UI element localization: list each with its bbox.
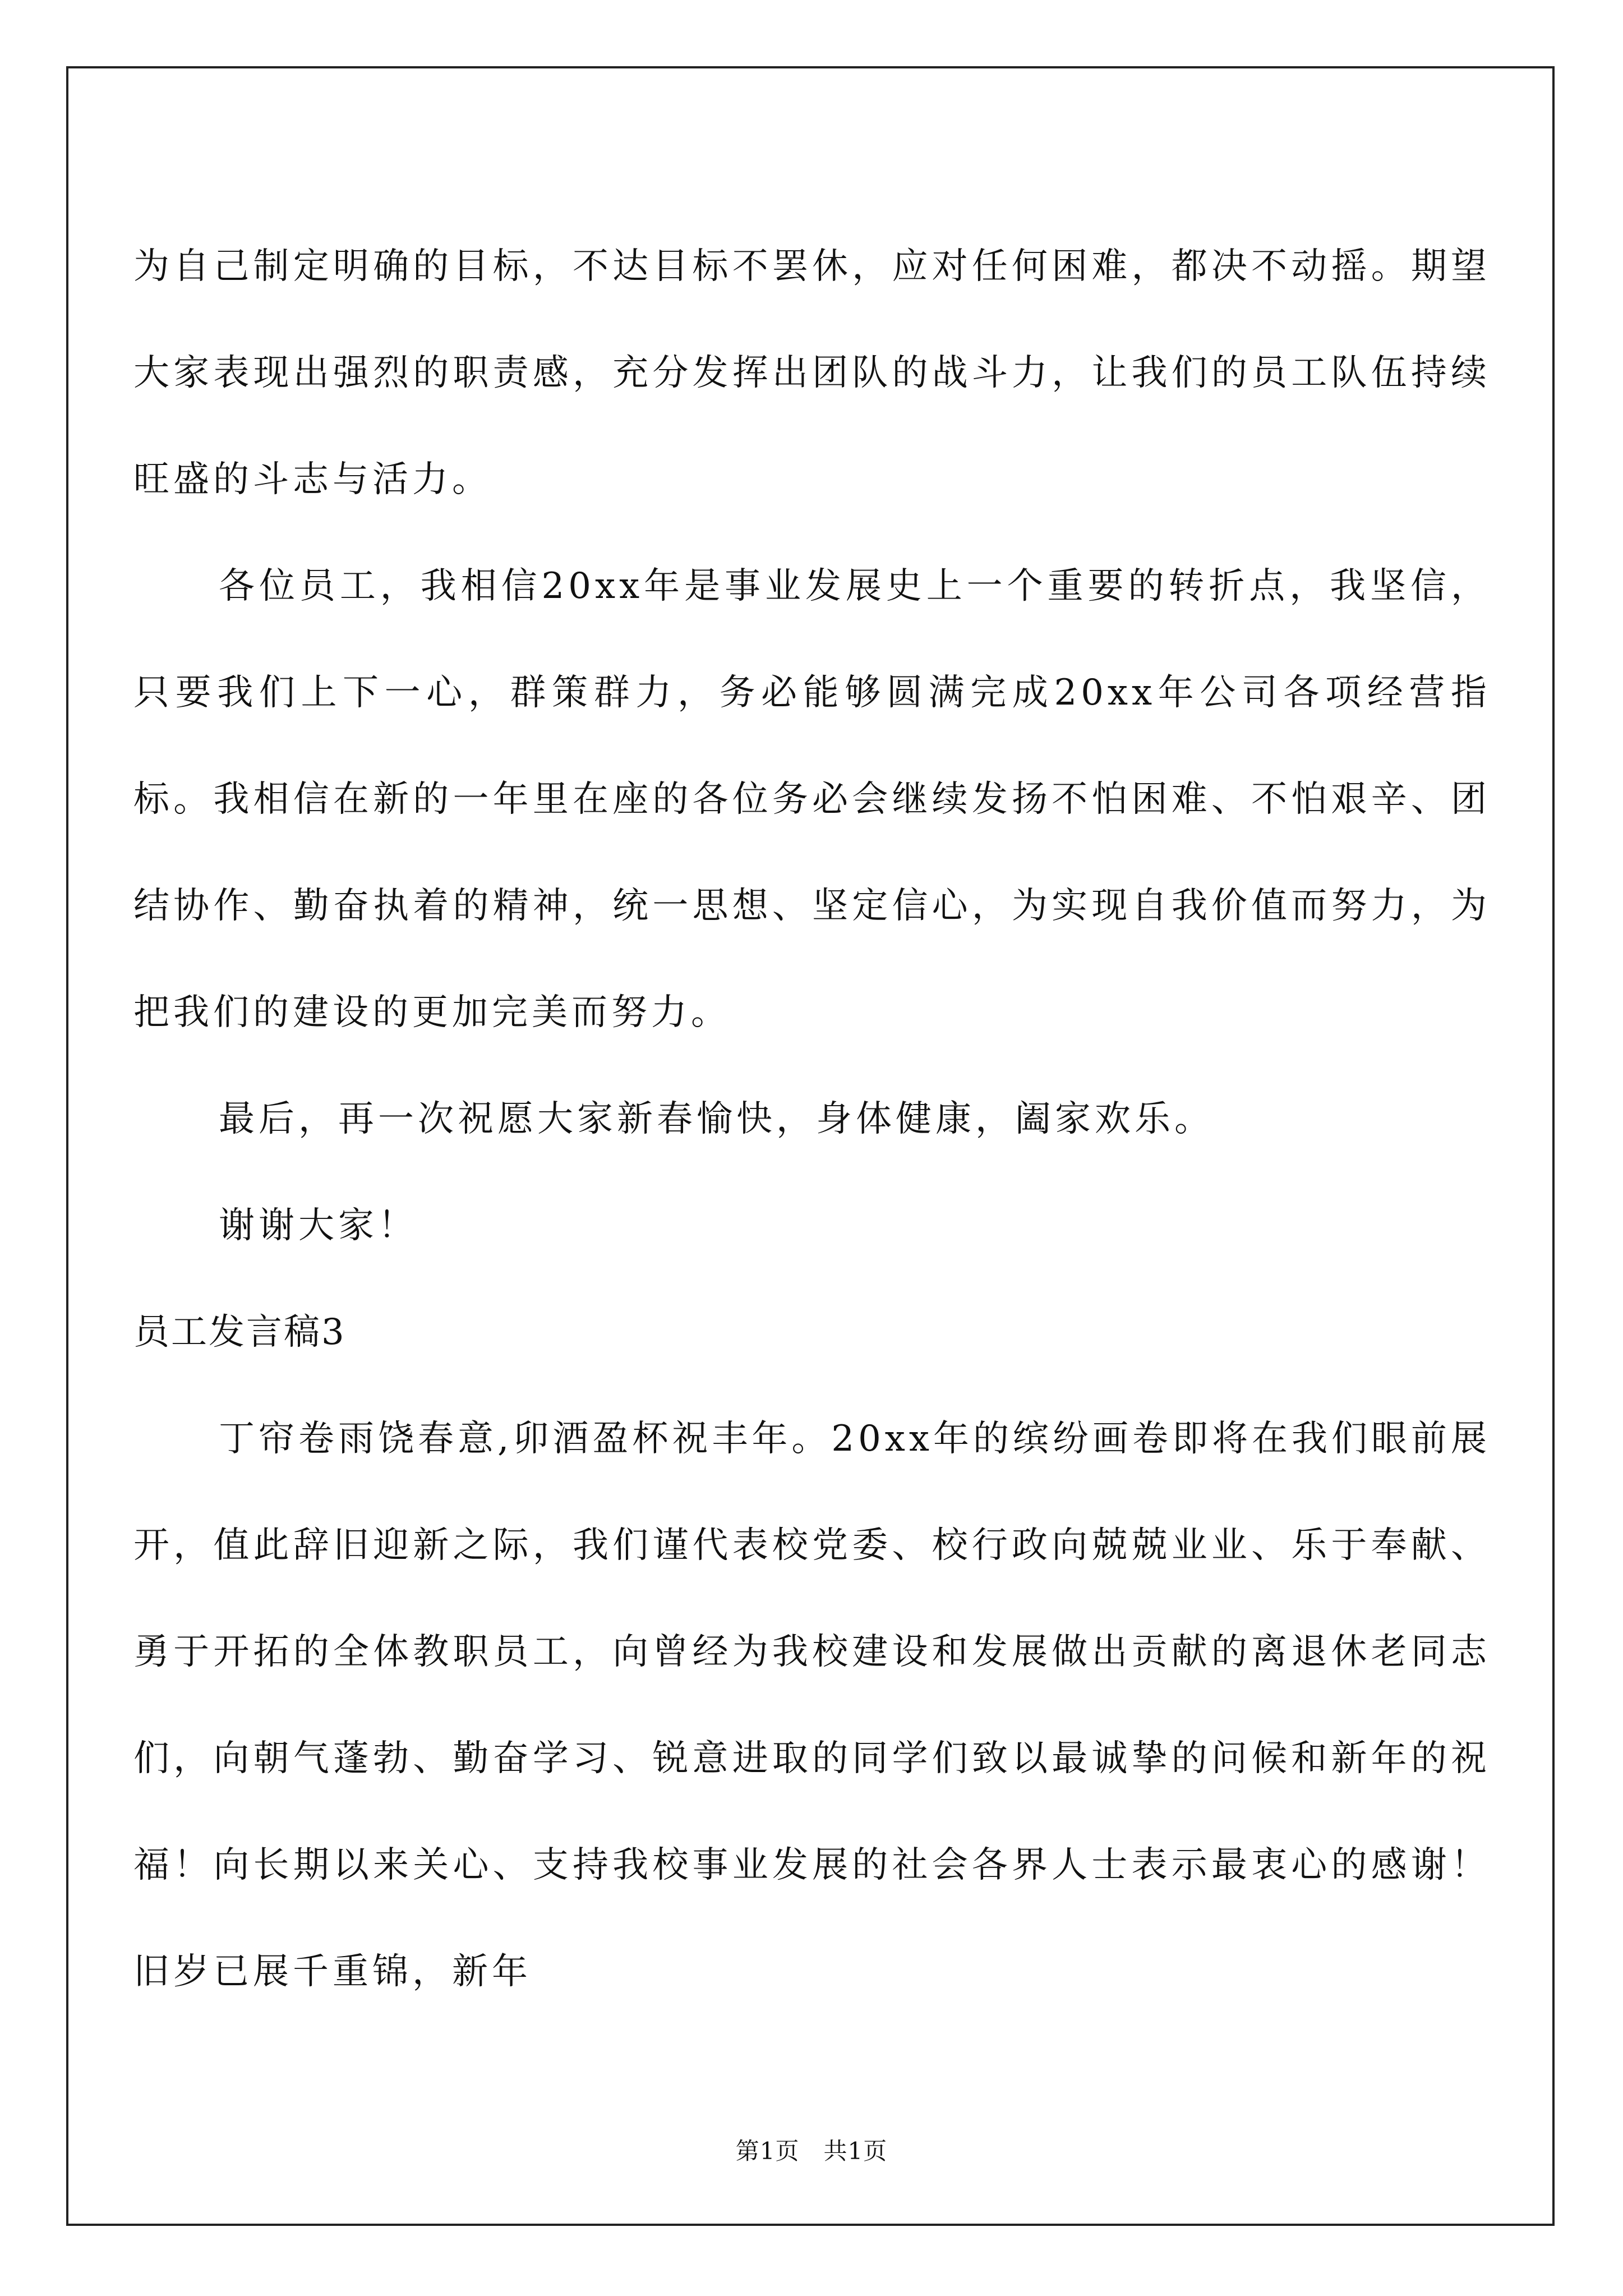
page-number-footer: 第1页 共1页 [735, 2137, 888, 2165]
section-heading: 员工发言稿3 [133, 1312, 346, 1353]
paragraph-confidence: 各位员工，我相信20xx年是事业发展史上一个重要的转折点，我坚信，只要我们上下一心，群策群力，务必能够圆满完成20xx年公司各项经营指标。我相信在新的一年里在座的各位务必会继续发扬不怕困难、不怕艰辛、团结协作、勤奋执着的精神，统一思想、坚定信心，为实现自我价值而努力，为把我们的建设的更加完美而努力。 [133, 565, 1491, 1033]
paragraph-thanks: 谢谢大家！ [219, 1205, 418, 1246]
paragraph-goals: 为自己制定明确的目标，不达目标不罢休，应对任何困难，都决不动摇。期望大家表现出强烈的职责感，充分发挥出团队的战斗力，让我们的员工队伍持续旺盛的斗志与活力。 [133, 246, 1491, 500]
document-body [133, 213, 1491, 2025]
paragraph-wishes: 最后，再一次祝愿大家新春愉快，身体健康，阖家欢乐。 [219, 1098, 1214, 1140]
paragraph-speech-3: 丁帘卷雨饶春意,卯酒盈杯祝丰年。20xx年的缤纷画卷即将在我们眼前展开，值此辞旧迎新之际，我们谨代表校党委、校行政向兢兢业业、乐于奉献、勇于开拓的全体教职员工，向曾经为我校建设和发展做出贡献的离退休老同志们，向朝气蓬勃、勤奋学习、锐意进取的同学们致以最诚挚的问候和新年的祝福！向长期以来关心、支持我校事业发展的社会各界人士表示最衷心的感谢！旧岁已展千重锦，新年 [133, 1418, 1491, 1993]
